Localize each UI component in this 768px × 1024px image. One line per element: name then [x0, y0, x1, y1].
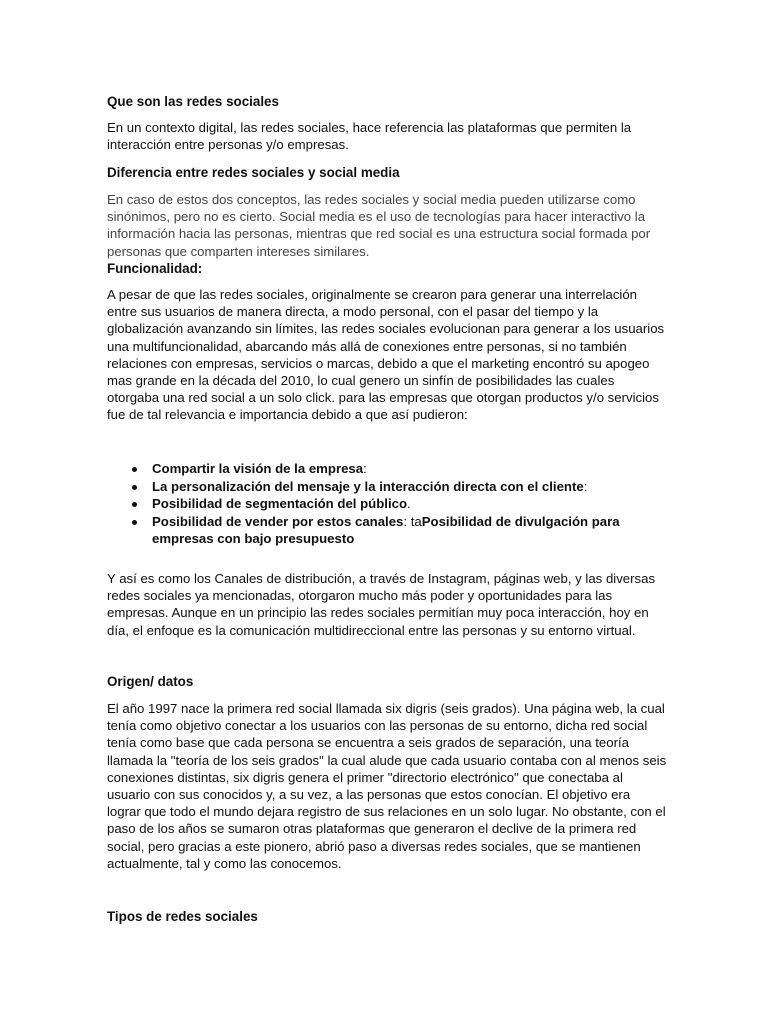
list-item-suffix: : ta [403, 513, 422, 529]
paragraph-intro: En un contexto digital, las redes sociales, hace referencia las plataformas que permiten la interacción entre personas y/o empresas. [107, 120, 632, 153]
list-item-bold-text: La personalización del mensaje y la interacción directa con el cliente [152, 478, 584, 494]
paragraph-origen: El año 1997 nace la primera red social llamada six digris (seis grados). Una página web, la cual tenía como objetivo conectar a los usuarios con las personas de su entorno, dicha red social tenía como base que cada persona se encuentra a seis grados de separación, una teoría llamada la "teoría de los seis grados" la cual alude que cada usuario contaba con al menos seis conexiones distintas, six digris genera el primer "directorio electrónico" que conectaba al usuario con sus conocidos y, a su vez, a las personas que estos conocían. El objetivo era lograr que todo el mundo dejara registro de sus relaciones en un solo lugar. No obstante, con el paso de los años se sumaron otras plataformas que generaron el declive de la primera red social, pero gracias a este pionero, abrió paso a diversas redes sociales, que se mantienen actualmente, tal y como las conocemos. [107, 701, 667, 871]
bullet-icon [132, 485, 137, 490]
list-item-bold-text: Posibilidad de segmentación del público [152, 496, 407, 511]
list-item [107, 513, 667, 548]
bullet-icon [132, 467, 137, 472]
list-item-bold-text: Posibilidad de vender por estos canales [152, 513, 404, 529]
heading-diferencia: Diferencia entre redes sociales y social media [107, 165, 400, 180]
list-item-bold-text: Compartir la visión de la empresa [152, 461, 364, 476]
paragraph-funcionalidad: A pesar de que las redes sociales, originalmente se crearon para generar una interrelación entre sus usuarios de manera directa, a modo personal, con el pasar del tiempo y la globalización avanzando sin límites, las redes sociales evolucionan para generar a los usuarios una multifuncionalidad, abarcando más allá de conexiones entre personas, si no también relaciones con empresas, servicios o marcas, debido a que el marketing encontró su apogeo mas grande en la década del 2010, lo cual genero un sinfín de posibilidades las cuales otorgaba una red social a un solo click. para las empresas que otorgan productos y/o servicios fue de tal relevancia e importancia debido a que así pudieron: [107, 287, 665, 423]
list-item-suffix: . [407, 496, 411, 511]
heading-que-son: Que son las redes sociales [107, 94, 279, 109]
bullet-icon [132, 520, 137, 525]
list-item [107, 460, 667, 478]
heading-origen: Origen/ datos [107, 674, 194, 689]
paragraph-diferencia: En caso de estos dos conceptos, las redes sociales y social media pueden utilizarse como sinónimos, pero no es cierto. Social media es el uso de tecnologías para hacer interactivo la información hacia las personas, mientras que red social es una estructura social formada por personas que comparten intereses similares. [107, 192, 651, 259]
heading-funcionalidad: Funcionalidad: [107, 261, 203, 276]
list-item-bold-text-continued: Posibilidad de divulgación para empresas con bajo presupuesto [152, 513, 620, 546]
bullet-icon [132, 502, 137, 507]
list-item [107, 495, 667, 513]
list-item-suffix: : [583, 478, 588, 494]
list-item-suffix: : [363, 461, 367, 476]
list-item [107, 478, 667, 496]
benefits-list [107, 460, 667, 548]
heading-tipos: Tipos de redes sociales [107, 909, 258, 924]
paragraph-canales: Y así es como los Canales de distribución, a través de Instagram, páginas web, y las diversas redes sociales ya mencionadas, otorgaron mucho más poder y oportunidades para las empresas. Aunque en un principio las redes sociales permitían muy poca interacción, hoy en día, el enfoque es la comunicación multidireccional entre las personas y su entorno virtual. [107, 571, 656, 638]
